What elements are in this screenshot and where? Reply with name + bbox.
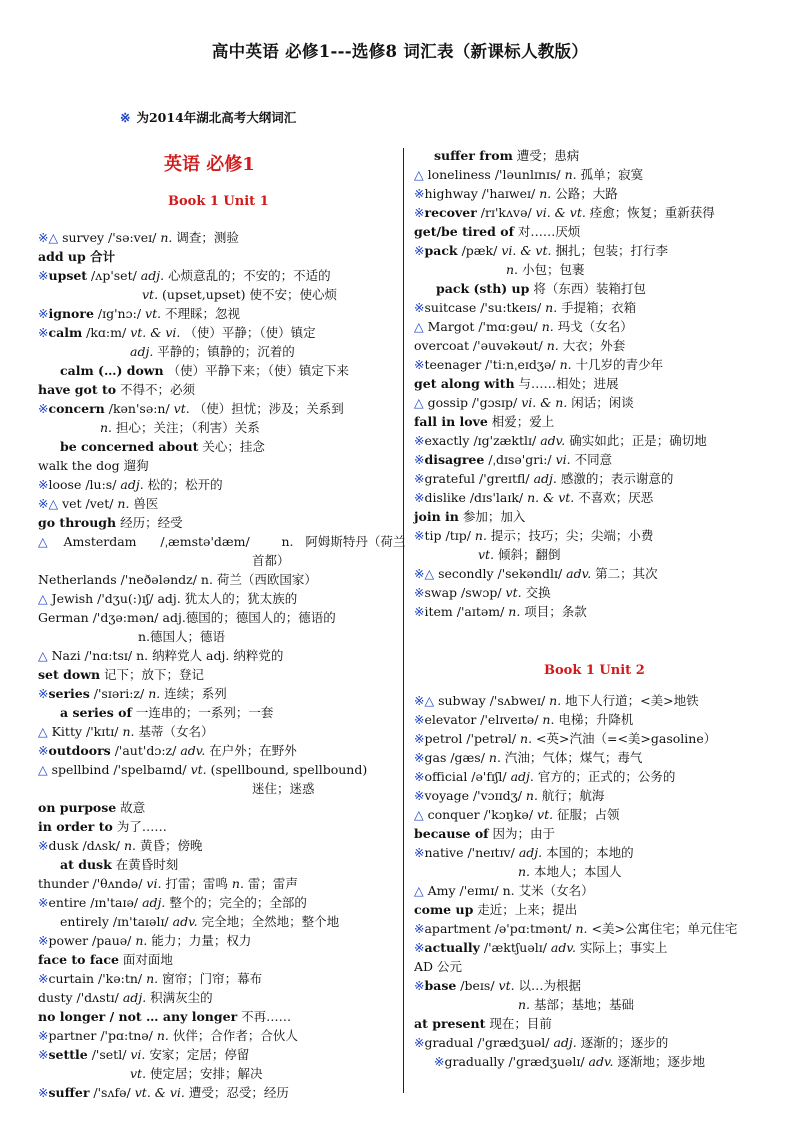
- vocab-continuation: n. 本地人；本国人: [518, 864, 622, 879]
- vocab-entry: ※△ subway /'sʌbweɪ/ n. 地下人行道；<美>地铁: [414, 693, 699, 708]
- phrase-entry: walk the dog 遛狗: [38, 458, 149, 473]
- vocab-entry: ※petrol /'petrəl/ n. <英>汽油（=<美>gasoline）: [414, 731, 717, 746]
- document-title: 高中英语 必修1---选修8 词汇表（新课标人教版）: [211, 42, 589, 61]
- phrase-entry: have got to 不得不；必须: [38, 382, 196, 397]
- vocab-entry: ※settle /'setl/ vi. 安家；定居；停留: [38, 1047, 250, 1062]
- vocab-entry: German /'dʒə:mən/ adj.德国的；德国人的；德语的: [38, 610, 336, 625]
- vocab-continuation: n. 担心；关注；（利害）关系: [100, 420, 260, 435]
- vocab-entry: ※dislike /dɪs'laɪk/ n. & vt. 不喜欢；厌恶: [414, 490, 654, 505]
- vocab-entry: ※disagree /ˌdɪsə'gri:/ vi. 不同意: [414, 452, 613, 467]
- vocab-continuation: 迷住；迷惑: [252, 781, 315, 796]
- vocab-entry: ※calm /kɑ:m/ vt. & vi. （使）平静；（使）镇定: [38, 325, 316, 340]
- vocab-continuation: vt. 倾斜；翻倒: [478, 547, 561, 562]
- phrase-entry: at dusk 在黄昏时刻: [60, 857, 179, 872]
- right-column: [414, 146, 764, 1071]
- vocab-entry: ※elevator /'elɪveɪtə/ n. 电梯；升降机: [414, 712, 634, 727]
- vocab-entry: ※official /ə'fɪʃl/ adj. 官方的；正式的；公务的: [414, 769, 676, 784]
- vocab-entry: ※ignore /ɪg'nɔ:/ vt. 不理睬；忽视: [38, 306, 241, 321]
- vocab-entry: △ Amy /'eɪmɪ/ n. 艾米（女名）: [414, 883, 594, 898]
- phrase-entry: on purpose 故意: [38, 800, 146, 815]
- phrase-entry: get/be tired of 对……厌烦: [414, 224, 581, 239]
- phrase-entry: suffer from 遭受；患病: [434, 148, 580, 163]
- vocab-entry: ※curtain /'kə:tn/ n. 窗帘；门帘；幕布: [38, 971, 263, 986]
- phrase-entry: in order to 为了……: [38, 819, 167, 834]
- phrase-entry: go through 经历；经受: [38, 515, 183, 530]
- module-heading: 英语 必修1: [164, 154, 255, 175]
- vocab-entry: ※upset /ʌp'set/ adj. 心烦意乱的；不安的；不适的: [38, 268, 331, 283]
- vocab-entry: ※power /pauə/ n. 能力；力量；权力: [38, 933, 252, 948]
- phrase-entry: join in 参加；加入: [414, 509, 526, 524]
- vocab-entry: △ Margot /'mɑ:gəu/ n. 玛戈（女名）: [414, 319, 633, 334]
- phrase-entry: face to face 面对面地: [38, 952, 173, 967]
- vocab-entry: △ spellbind /'spelbaɪnd/ vt. (spellbound, spellbound): [38, 762, 368, 777]
- vocab-entry: △ loneliness /'ləunlɪnɪs/ n. 孤单；寂寞: [414, 167, 644, 182]
- vocab-entry: ※series /'sɪəri:z/ n. 连续；系列: [38, 686, 227, 701]
- vocab-entry: ※gradually /'grædʒuəlɪ/ adv. 逐渐地；逐步地: [434, 1054, 706, 1069]
- vocab-entry: ※highway /'haɪweɪ/ n. 公路；大路: [414, 186, 618, 201]
- vocab-entry: ※partner /'pɑ:tnə/ n. 伙伴；合作者；合伙人: [38, 1028, 298, 1043]
- vocab-entry: ※outdoors /'aut'dɔ:z/ adv. 在户外；在野外: [38, 743, 297, 758]
- vocab-entry: Netherlands /'neðələndz/ n. 荷兰（西欧国家）: [38, 572, 317, 587]
- vocab-entry: ※actually /'æktʃuəlɪ/ adv. 实际上；事实上: [414, 940, 668, 955]
- vocab-continuation: vt. (upset,upset) 使不安；使心烦: [142, 287, 338, 302]
- vocab-entry: ※base /beɪs/ vt. 以…为根据: [414, 978, 582, 993]
- vocab-entry: ※teenager /'ti:nˌeɪdʒə/ n. 十几岁的青少年: [414, 357, 664, 372]
- vocab-continuation: n. 小包；包裹: [506, 262, 585, 277]
- vocab-entry: △ Jewish /'dʒu(:)ɪʃ/ adj. 犹太人的；犹太族的: [38, 591, 298, 606]
- reference-mark: ※: [120, 110, 131, 125]
- phrase-entry: because of 因为；由于: [414, 826, 556, 841]
- phrase-entry: get along with 与……相处；进展: [414, 376, 619, 391]
- vocab-entry: ※tip /tɪp/ n. 提示；技巧；尖；尖端；小费: [414, 528, 654, 543]
- vocab-entry: ※pack /pæk/ vi. & vt. 捆扎；包装；打行李: [414, 243, 668, 258]
- vocab-entry: entirely /ɪn'taɪəlɪ/ adv. 完全地；全然地；整个地: [60, 914, 340, 929]
- phrase-entry: calm (…) down （使）平静下来；（使）镇定下来: [60, 363, 349, 378]
- vocab-continuation: n.德国人；德语: [138, 629, 226, 644]
- vocab-entry: thunder /'θʌndə/ vi. 打雷；雷鸣 n. 雷；雷声: [38, 876, 298, 891]
- vocab-entry: ※△ survey /'sə:veɪ/ n. 调查；测验: [38, 230, 239, 245]
- vocab-entry: dusty /'dʌstɪ/ adj. 积满灰尘的: [38, 990, 213, 1005]
- unit-heading: Book 1 Unit 2: [544, 663, 645, 678]
- vocab-entry: △ gossip /'gɔsɪp/ vi. & n. 闲话；闲谈: [414, 395, 634, 410]
- phrase-entry: add up 合计: [38, 249, 116, 264]
- vocab-entry: △ Nazi /'nɑ:tsɪ/ n. 纳粹党人 adj. 纳粹党的: [38, 648, 284, 663]
- syllabus-note: [120, 108, 296, 126]
- vocab-entry: ※suitcase /'su:tkeɪs/ n. 手提箱；衣箱: [414, 300, 637, 315]
- vocab-entry: ※swap /swɔp/ vt. 交换: [414, 585, 551, 600]
- phrase-entry: fall in love 相爱；爱上: [414, 414, 555, 429]
- phrase-entry: come up 走近；上来；提出: [414, 902, 578, 917]
- vocab-continuation: adj. 平静的；镇静的；沉着的: [130, 344, 295, 359]
- phrase-entry: at present 现在；目前: [414, 1016, 552, 1031]
- vocab-entry: ※entire /ɪn'taɪə/ adj. 整个的；完全的；全部的: [38, 895, 307, 910]
- vocab-entry: ※recover /rɪ'kʌvə/ vi. & vt. 痊愈；恢复；重新获得: [414, 205, 715, 220]
- phrase-entry: a series of 一连串的；一系列；一套: [60, 705, 274, 720]
- phrase-entry: pack (sth) up 将（东西）装箱打包: [436, 281, 646, 296]
- phrase-entry: be concerned about 关心；挂念: [60, 439, 265, 454]
- vocab-entry: ※gas /gæs/ n. 汽油；气体；煤气；毒气: [414, 750, 643, 765]
- vocab-entry: ※voyage /'vɔɪɪdʒ/ n. 航行；航海: [414, 788, 605, 803]
- vocab-entry: ※loose /lu:s/ adj. 松的；松开的: [38, 477, 223, 492]
- vocab-entry: △ Kitty /'kɪtɪ/ n. 基蒂（女名）: [38, 724, 214, 739]
- syllabus-note-text: 为2014年湖北高考大纲词汇: [136, 110, 297, 125]
- vocab-entry: △ Amsterdam /ˌæmstə'dæm/ n. 阿姆斯特丹（荷兰: [38, 534, 406, 549]
- vocab-entry: ※dusk /dʌsk/ n. 黄昏；傍晚: [38, 838, 203, 853]
- vocab-entry: overcoat /'əuvəkəut/ n. 大衣；外套: [414, 338, 626, 353]
- vocab-entry: AD 公元: [414, 959, 463, 974]
- vocab-entry: ※exactly /ɪg'zæktlɪ/ adv. 确实如此；正是；确切地: [414, 433, 707, 448]
- phrase-entry: no longer / not … any longer 不再……: [38, 1009, 292, 1024]
- unit-heading: Book 1 Unit 1: [168, 194, 269, 209]
- vocab-continuation: vt. 使定居；安排；解决: [130, 1066, 263, 1081]
- left-column: [38, 146, 406, 1102]
- column-divider: [403, 148, 404, 1093]
- vocab-entry: ※grateful /'greɪtfl/ adj. 感激的；表示谢意的: [414, 471, 674, 486]
- vocab-entry: ※△ secondly /'sekəndlɪ/ adv. 第二；其次: [414, 566, 658, 581]
- vocab-entry: ※native /'neɪtɪv/ adj. 本国的；本地的: [414, 845, 634, 860]
- vocab-entry: ※concern /kən'sə:n/ vt. （使）担忧；涉及；关系到: [38, 401, 344, 416]
- vocab-continuation: 首都）: [252, 553, 290, 568]
- vocab-continuation: n. 基部；基地；基础: [518, 997, 635, 1012]
- vocab-entry: ※gradual /'grædʒuəl/ adj. 逐渐的；逐步的: [414, 1035, 669, 1050]
- phrase-entry: set down 记下；放下；登记: [38, 667, 205, 682]
- vocab-entry: ※item /'aɪtəm/ n. 项目；条款: [414, 604, 587, 619]
- vocab-entry: ※suffer /'sʌfə/ vt. & vi. 遭受；忍受；经历: [38, 1085, 289, 1100]
- vocab-entry: ※△ vet /vet/ n. 兽医: [38, 496, 159, 511]
- vocab-entry: △ conquer /'kɔŋkə/ vt. 征服；占领: [414, 807, 620, 822]
- vocab-entry: ※apartment /ə'pɑ:tmənt/ n. <美>公寓住宅；单元住宅: [414, 921, 738, 936]
